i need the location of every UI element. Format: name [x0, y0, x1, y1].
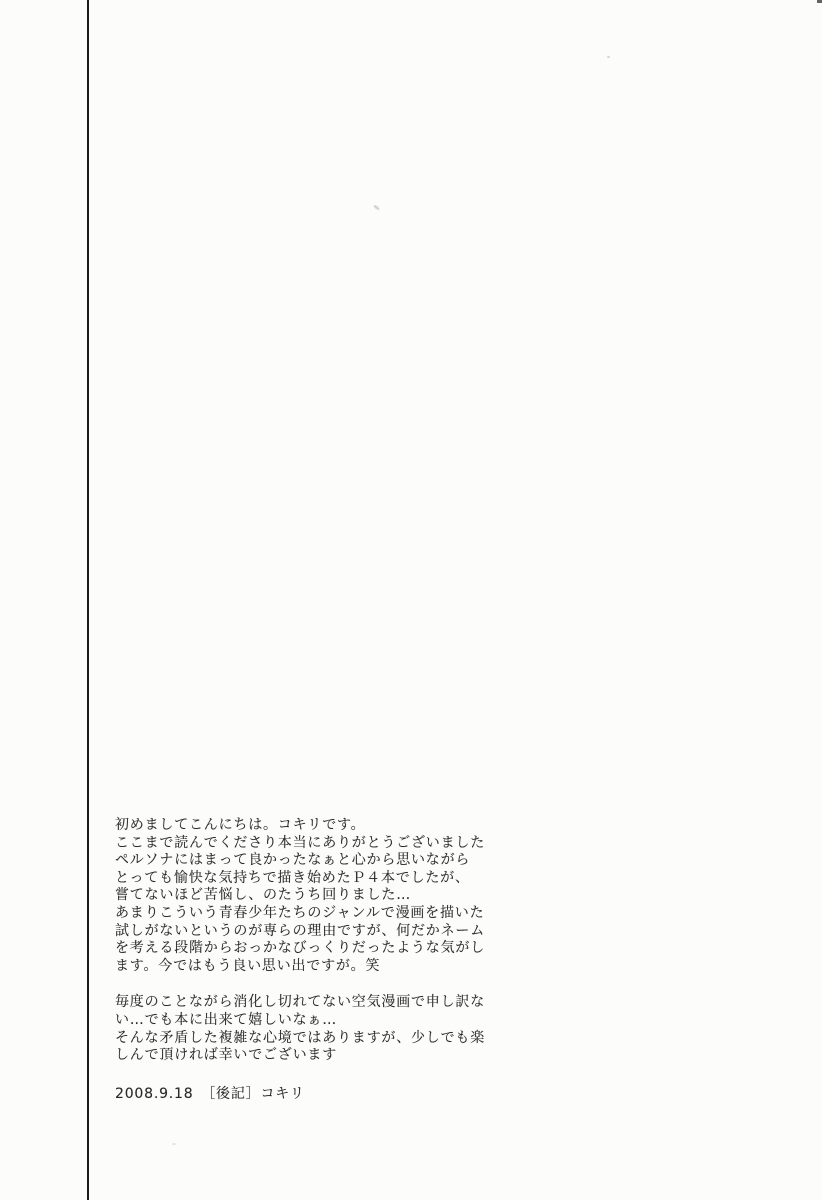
afterword-text-block	[115, 817, 515, 1103]
scan-speck	[817, 0, 822, 3]
page-spine-line	[87, 0, 89, 1200]
afterword-date-signature: 2008.9.18 ［後記］コキリ	[115, 1085, 305, 1102]
afterword-paragraph-1	[115, 817, 515, 975]
scan-speck	[607, 56, 610, 58]
text-line: 初めましてこんにちは。コキリです。	[115, 817, 366, 833]
text-line: を考える段階からおっかなびっくりだったような気がし	[115, 940, 485, 957]
text-line: そんな矛盾した複雑な心境ではありますが、少しでも楽	[115, 1029, 485, 1046]
text-line: とっても愉快な気持ちで描き始めたＰ４本でしたが、	[115, 869, 470, 886]
text-line: しんで頂ければ幸いでございます	[115, 1047, 337, 1064]
scan-speck	[172, 1143, 176, 1145]
afterword-paragraph-2	[115, 994, 515, 1064]
text-line: 試しがないというのが専らの理由ですが、何だかネーム	[115, 922, 485, 939]
text-line: 嘗てないほど苦悩し、のたうち回りました…	[115, 887, 411, 904]
scan-speck	[373, 204, 380, 211]
text-line: い…でも本に出来て嬉しいなぁ…	[115, 1011, 337, 1028]
text-line: あまりこういう青春少年たちのジャンルで漫画を描いた	[115, 904, 485, 921]
text-line: 毎度のことながら消化し切れてない空気漫画で申し訳な	[115, 994, 485, 1011]
text-line: ます。今ではもう良い思い出ですが。笑	[115, 957, 381, 974]
text-line: ここまで読んでくださり本当にありがとうございました	[115, 834, 485, 851]
text-line: ペルソナにはまって良かったなぁと心から思いながら	[115, 852, 471, 869]
